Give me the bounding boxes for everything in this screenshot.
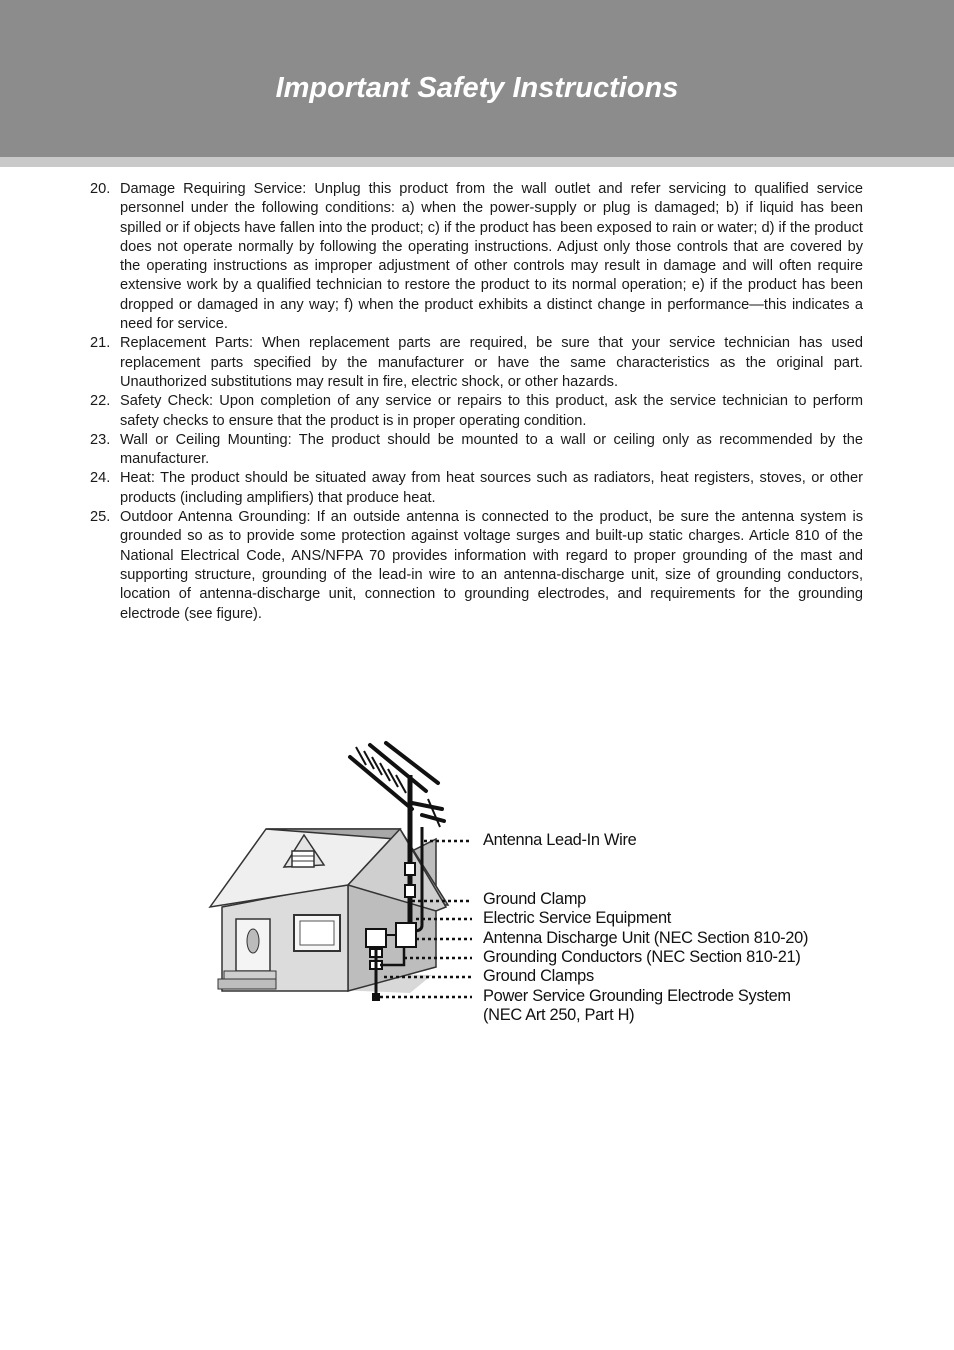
antenna-grounding-figure xyxy=(200,735,820,1045)
label-ground-clamp: Ground Clamp xyxy=(483,890,586,908)
item-text: Damage Requiring Service: Unplug this product from the wall outlet and refer servicing to qualified service personnel under the following conditions: a) when the power-supply or plug is damaged; b) if liquid has been spilled or if objects have fallen into the product; c) if the product has been exposed to rain or water; d) if the product does not operate normally by following the operating instructions. Adjust only those controls that are covered by the operating instructions as improper adjustment of other controls may result in damage and will often require extensive work by a qualified technician to restore the product to its normal operation; e) if the product has been dropped or damaged in any way; f) when the product exhibits a distinct change in performance—this indicates a need for service. xyxy=(120,181,863,333)
label-grounding-electrode-system: Power Service Grounding Electrode System xyxy=(483,987,791,1005)
list-item xyxy=(90,469,863,508)
list-item xyxy=(90,431,863,470)
label-antenna-lead-in-wire: Antenna Lead-In Wire xyxy=(483,831,637,849)
item-text: Replacement Parts: When replacement parts are required, be sure that your service technician has used replacement parts specified by the manufacturer or have the same characteristics as the original part. Unauthorized substitutions may result in fire, electric shock, or other hazards. xyxy=(120,335,863,390)
header-divider-strip xyxy=(0,157,954,167)
label-ground-clamps: Ground Clamps xyxy=(483,967,594,985)
label-grounding-conductors: Grounding Conductors (NEC Section 810-21) xyxy=(483,948,801,966)
item-number: 21. xyxy=(90,335,111,352)
label-nec-art-250: (NEC Art 250, Part H) xyxy=(483,1006,635,1024)
item-number: 25. xyxy=(90,509,111,526)
list-item xyxy=(90,392,863,431)
item-number: 20. xyxy=(90,181,111,197)
item-text: Outdoor Antenna Grounding: If an outside antenna is connected to the product, be sure the antenna system is grounded so as to provide some protection against voltage surges and built-up static charges. Article 810 of the National Electrical Code, ANS/NFPA 70 provides information with regard to proper grounding of the mast and supporting structure, grounding of the lead-in wire to an antenna-discharge unit, size of grounding conductors, location of antenna-discharge unit, connection to grounding electrodes, and requirements for the grounding electrode (see figure). xyxy=(120,509,863,622)
item-number: 23. xyxy=(90,431,111,448)
page-title: Important Safety Instructions xyxy=(275,72,679,104)
item-number: 24. xyxy=(90,470,111,487)
item-text: Safety Check: Upon completion of any service or repairs to this product, ask the service technician to perform safety checks to ensure that the product is in proper operating condition. xyxy=(120,393,863,429)
list-item xyxy=(90,180,863,334)
label-antenna-discharge-unit: Antenna Discharge Unit (NEC Section 810-20) xyxy=(483,929,809,947)
item-text: Heat: The product should be situated away from heat sources such as radiators, heat registers, stoves, or other products (including amplifiers) that produce heat. xyxy=(120,470,863,506)
safety-instructions-list xyxy=(90,180,863,624)
label-electric-service-equipment: Electric Service Equipment xyxy=(483,909,672,927)
list-item xyxy=(90,508,863,624)
item-text: Wall or Ceiling Mounting: The product should be mounted to a wall or ceiling only as recommended by the manufacturer. xyxy=(120,431,863,468)
list-item xyxy=(90,334,863,392)
item-number: 22. xyxy=(90,393,111,410)
